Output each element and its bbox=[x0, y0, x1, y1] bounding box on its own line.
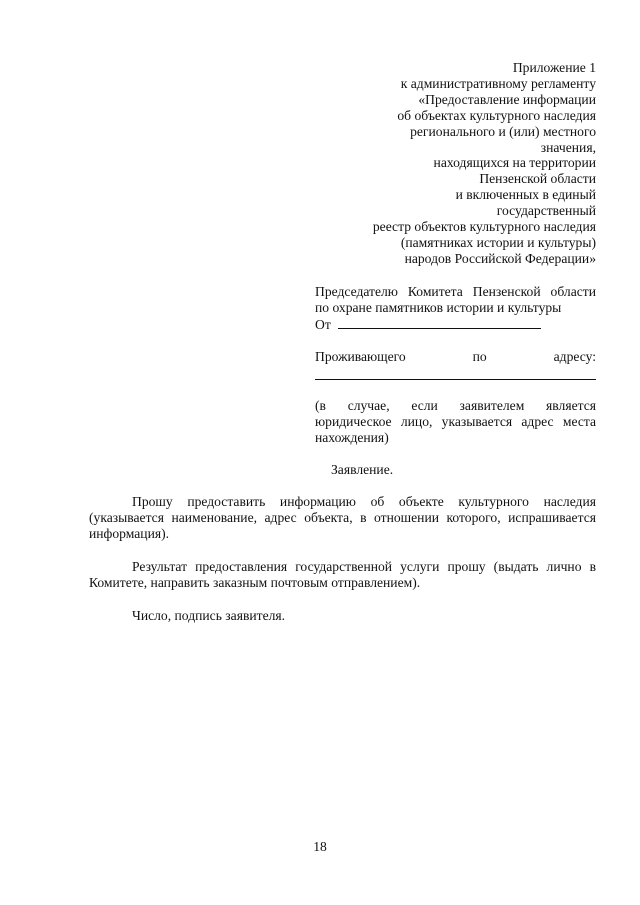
page-number: 18 bbox=[313, 839, 327, 854]
residence-line bbox=[315, 349, 596, 365]
delivery-paragraph: Результат предоставления государственной услуги прошу (выдать лично в Комитете, направить заказным почтовым отправлением). bbox=[89, 559, 596, 590]
appendix-line: об объектах культурного наследия bbox=[397, 107, 596, 123]
appendix-line: «Предоставление информации bbox=[418, 91, 596, 107]
appendix-line: Приложение 1 bbox=[512, 60, 596, 75]
address-blank-field[interactable] bbox=[315, 367, 596, 380]
from-line bbox=[315, 316, 596, 332]
document-title: Заявление. bbox=[331, 462, 394, 477]
residence-word: Проживающего bbox=[315, 349, 406, 364]
appendix-line: значения, bbox=[540, 139, 596, 155]
addressee-block bbox=[315, 284, 596, 446]
appendix-line: государственный bbox=[496, 203, 596, 219]
signature-paragraph: Число, подпись заявителя. bbox=[132, 608, 286, 623]
request-paragraph: Прошу предоставить информацию об объекте культурного наследия (указывается наименование, адрес объекта, в отношении которого, испрашивается информация). bbox=[89, 494, 596, 541]
appendix-line: народов Российской Федерации» bbox=[404, 250, 596, 266]
application-body bbox=[89, 494, 596, 624]
addressee-line-1 bbox=[315, 284, 596, 300]
appendix-line: Пензенской области bbox=[479, 171, 596, 187]
from-blank-field[interactable] bbox=[338, 316, 541, 329]
appendix-header bbox=[296, 60, 596, 267]
addressee-text: Председателю Комитета Пензенской области bbox=[315, 284, 596, 299]
addressee-line-2: по охране памятников истории и культуры bbox=[315, 300, 562, 315]
appendix-line: регионального и (или) местного bbox=[410, 123, 596, 139]
appendix-line: реестр объектов культурного наследия bbox=[372, 219, 596, 235]
legal-entity-note: (в случае, если заявителем является юридическое лицо, указывается адрес места нахождения) bbox=[315, 398, 596, 445]
appendix-line: находящихся на территории bbox=[433, 155, 596, 171]
residence-word: адресу: bbox=[553, 349, 596, 364]
from-label: От bbox=[315, 317, 331, 332]
residence-word: по bbox=[472, 349, 487, 364]
appendix-line: и включенных в единый bbox=[455, 187, 596, 203]
appendix-line: к административному регламенту bbox=[400, 75, 596, 91]
appendix-line: (памятниках истории и культуры) bbox=[400, 234, 596, 250]
